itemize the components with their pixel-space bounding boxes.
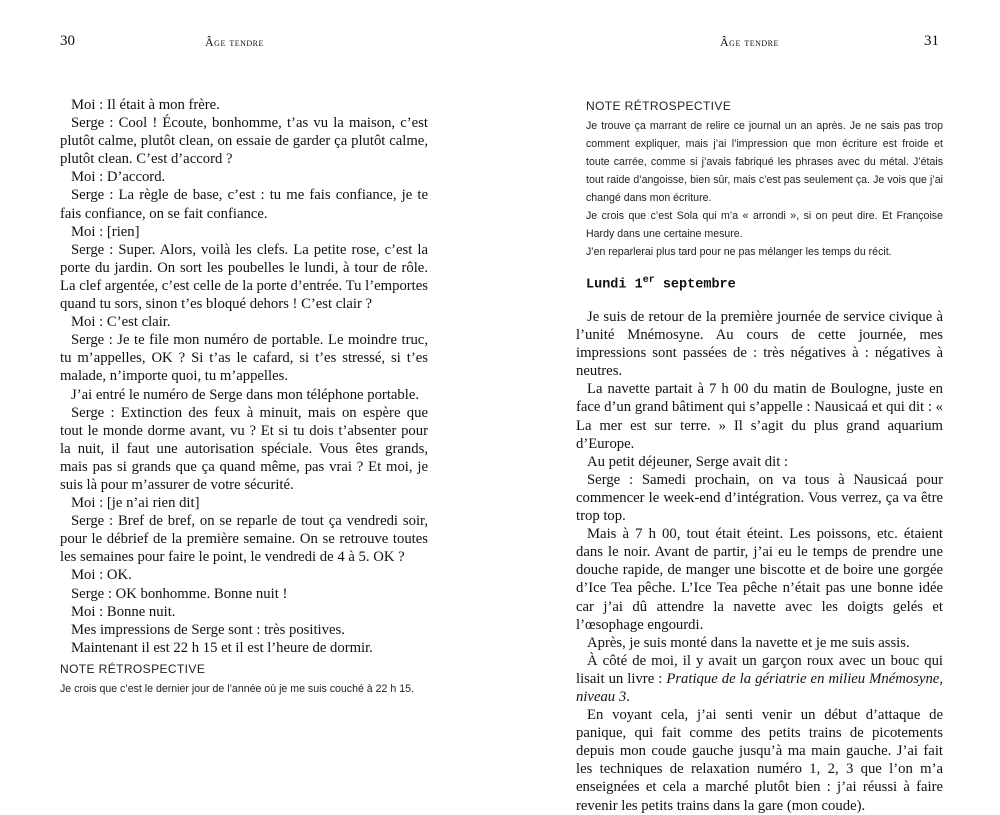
note-paragraph: J’en reparlerai plus tard pour ne pas mélanger les temps du récit. — [586, 246, 892, 258]
paragraph: Mais à 7 h 00, tout était éteint. Les poissons, etc. étaient dans le noir. Avant de partir, j’ai eu le temps de prendre une douche rapide, de manger une biscotte et de boire une gorgée d’Ice Tea pêche. L’Ice Tea pêche n’était pas une bonne idée car j’ai dû attendre la navette avec les doigts gelés et l’œsophage engourdi. — [576, 526, 943, 633]
right-page — [500, 0, 1000, 814]
page-number-right: 31 — [924, 33, 939, 49]
left-body-text — [60, 96, 428, 657]
note-paragraph: Je crois que c’est Sola qui m’a « arrondi », si on peut dire. Et Françoise Hardy dans une certaine mesure. — [586, 210, 943, 240]
paragraph: Serge : Super. Alors, voilà les clefs. La petite rose, c’est la porte du jardin. On sort les poubelles le lundi, à tour de rôle. La clef argentée, c’est celle de la porte d’entrée. Tu l’emportes quand tu sors, sinon t’es bloqué dehors ! C’est clair ? — [60, 241, 428, 313]
right-retrospective-note — [586, 99, 943, 261]
paragraph: Moi : OK. — [71, 567, 132, 584]
paragraph: Au petit déjeuner, Serge avait dit : — [587, 453, 789, 470]
note-paragraph: Je trouve ça marrant de relire ce journal un an après. Je ne sais pas trop comment expliquer, mais j’ai l’impression que mon écriture est froide et toute carrée, comme si j’avais fabriqué les phrases avec du métal. J’étais tout raide d’angoisse, bien sûr, mais c’est pas seulement ça. Je vois que j’ai changé dans mon écriture. — [586, 120, 943, 204]
paragraph: Mes impressions de Serge sont : très positives. — [71, 621, 345, 638]
paragraph: J’ai entré le numéro de Serge dans mon téléphone portable. — [71, 386, 420, 403]
paragraph: Moi : [je n’ai rien dit] — [71, 495, 200, 512]
running-head-left: Âge tendre — [205, 35, 264, 49]
paragraph: Serge : OK bonhomme. Bonne nuit ! — [71, 585, 288, 602]
left-retrospective-note — [60, 662, 428, 698]
text-before: À côté de moi, il y avait un garçon roux avec un bouc qui lisait un livre : — [576, 652, 943, 687]
book-title: Pratique de la gériatrie en milieu Mnémosyne, niveau 3 — [576, 670, 943, 705]
paragraph: Je suis de retour de la première journée de service civique à l’unité Mnémosyne. Au cours de cette journée, mes impressions sont passées de : très négatives à : négatives à neutres. — [576, 309, 943, 380]
paragraph: Moi : Il était à mon frère. — [71, 97, 220, 113]
heading-month: septembre — [654, 277, 736, 293]
paragraph: Serge : La règle de base, c’est : tu me fais confiance, je te fais confiance, on se fait confiance. — [60, 187, 428, 222]
paragraph: Moi : Bonne nuit. — [71, 603, 176, 620]
paragraph: Maintenant il est 22 h 15 et il est l’heure de dormir. — [71, 639, 373, 656]
paragraph: La navette partait à 7 h 00 du matin de Boulogne, juste en face d’un grand bâtiment qui s’appelle : Nausicaá et qui dit : « La mer est sur terre. » Il s’agit du plus grand aquarium d’Europe. — [576, 381, 943, 452]
text-after: . — [626, 688, 630, 705]
right-body-text — [576, 308, 943, 815]
paragraph: Après, je suis monté dans la navette et je me suis assis. — [587, 634, 910, 651]
paragraph-book-title — [576, 652, 943, 706]
heading-day: Lundi 1 — [586, 277, 643, 293]
paragraph: Moi : D’accord. — [71, 169, 166, 186]
note-title: NOTE RÉTROSPECTIVE — [60, 662, 206, 676]
left-page — [0, 0, 500, 796]
running-head-right: Âge tendre — [720, 35, 779, 49]
day-heading — [586, 275, 736, 293]
paragraph: Moi : [rien] — [71, 223, 140, 240]
paragraph: Moi : C’est clair. — [71, 314, 171, 331]
paragraph: Serge : Samedi prochain, on va tous à Nausicaá pour commencer le week-end d’intégration. Vous verrez, ça va être trop top. — [576, 471, 943, 525]
paragraph: Serge : Je te file mon numéro de portable. Le moindre truc, tu m’appelles, OK ? Si t’as le cafard, si t’es stressé, si t’es malade, n’importe quoi, tu m’appelles. — [60, 332, 428, 385]
paragraph: Serge : Cool ! Écoute, bonhomme, t’as vu la maison, c’est plutôt calme, plutôt clean, on essaie de garder ça plutôt calme, plutôt clean. C’est d’accord ? — [60, 115, 428, 168]
note-title: NOTE RÉTROSPECTIVE — [586, 99, 732, 113]
note-text: Je crois que c’est le dernier jour de l’année où je me suis couché à 22 h 15. — [60, 683, 414, 695]
heading-ordinal: er — [642, 275, 655, 286]
page-number-left: 30 — [60, 33, 75, 49]
paragraph: Serge : Bref de bref, on se reparle de tout ça vendredi soir, pour le débrief de la première semaine. On se retrouve toutes les semaines pour faire le point, le vendredi de 4 à 5. OK ? — [60, 513, 428, 566]
paragraph: En voyant cela, j’ai senti venir un début d’attaque de panique, qui fait comme des petits trains de picotements depuis mon coude gauche jusqu’à ma main gauche. J’ai fait les techniques de relaxation numéro 1, 2, 3 que l’on m’a enseignées et cela a marché plutôt bien : j’ai réussi à faire revenir les petits trains dans la gare (mon coude). — [576, 707, 943, 814]
paragraph: Serge : Extinction des feux à minuit, mais on espère que tout le monde dorme avant, vu ? Et si tu dois t’absenter pour la nuit, il faut une autorisation spéciale. Vous êtes grands, mais pas si grands que ça quand même, pas vrai ? Et moi, je suis là pour m’assurer de votre sécurité. — [60, 404, 428, 493]
